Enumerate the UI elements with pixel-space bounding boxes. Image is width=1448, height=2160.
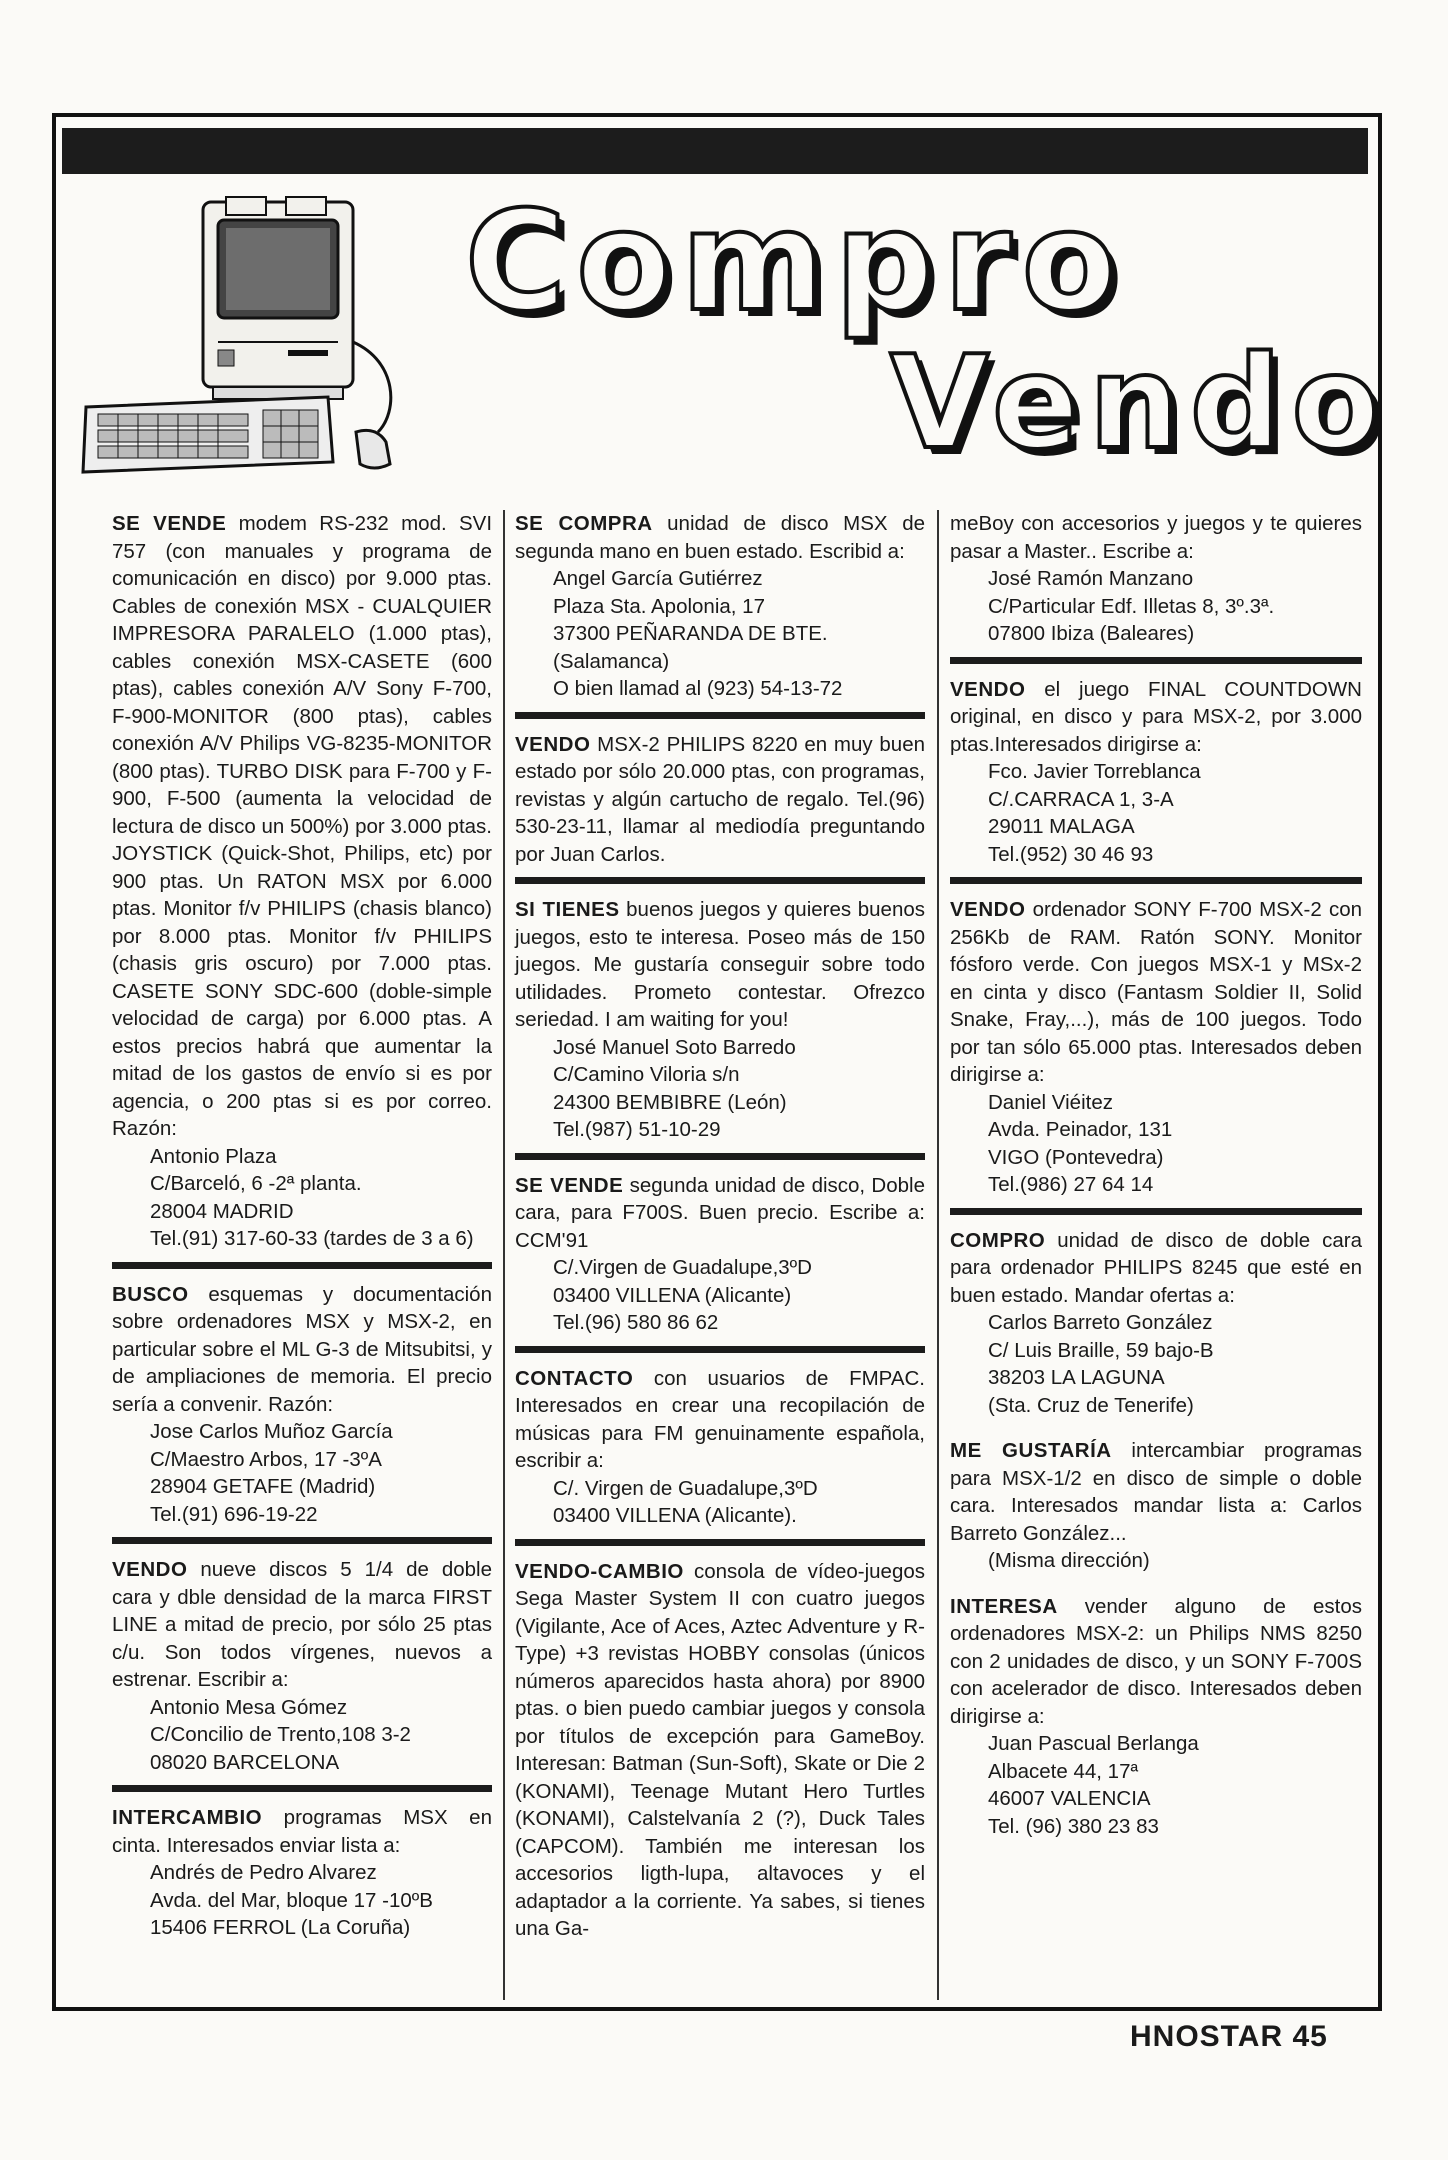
- ad-body: [950, 896, 1362, 1089]
- ad-text: modem RS-232 mod. SVI 757 (con manuales y programa de comunicación en disco) por 9.000 ptas. Cables de conexión MSX - CUALQUIER IMPRESORA PARALELO (1.000 ptas), cables conexión MSX-CASETE (600 ptas), cables conexión A/V Sony F-700, F-900-MONITOR (800 ptas), cables conexión A/V Philips VG-8235-MONITOR (800 ptas). TURBO DISK para F-700 y F-900, F-500 (aumenta la velocidad de lectura de disco un 500%) por 3.000 ptas. JOYSTICK (Quick-Shot, Philips, etc) por 900 ptas. Un RATON MSX por 6.000 ptas. Monitor f/v PHILIPS (chasis blanco) por 8.000 ptas. Monitor f/v PHILIPS (chasis gris oscuro) por 7.000 ptas. CASETE SONY SDC-600 (doble-simple velocidad de carga) por 6.000 ptas. A estos precios habrá que aumentar la mitad de los gastos de envío si es por agencia, o 200 ptas si es por correo. Razón:: [112, 512, 493, 1140]
- ad-separator: [950, 877, 1362, 884]
- ad-address-line: C/. Virgen de Guadalupe,3ºD: [553, 1476, 818, 1500]
- classified-ad: [112, 1556, 492, 1776]
- ad-keyword: VENDO: [515, 732, 591, 756]
- ad-body: [515, 1172, 925, 1255]
- ad-address-line: C/Maestro Arbos, 17 -3ºA: [150, 1447, 382, 1471]
- ad-body: [515, 896, 925, 1034]
- ad-address-line: Antonio Plaza: [150, 1144, 277, 1168]
- ad-address-line: Albacete 44, 17ª: [988, 1759, 1139, 1783]
- classified-ad: [515, 510, 925, 703]
- classified-ad: [515, 731, 925, 869]
- ad-address-line: C/.Virgen de Guadalupe,3ºD: [553, 1256, 812, 1279]
- computer-illustration: [78, 192, 438, 482]
- ad-address-line: 07800 Ibiza (Baleares): [988, 622, 1195, 645]
- ad-address-line: Avda. Peinador, 131: [988, 1118, 1173, 1141]
- title-compro: Compro: [465, 181, 1127, 342]
- ad-keyword: VENDO-CAMBIO: [515, 1559, 684, 1583]
- ad-address-line: Fco. Javier Torreblanca: [988, 760, 1201, 783]
- ad-address-line: José Ramón Manzano: [988, 567, 1194, 590]
- ad-keyword: SE COMPRA: [515, 512, 653, 535]
- ad-body: [112, 1556, 492, 1694]
- ad-body: [950, 510, 1362, 565]
- ad-address-line: 08020 BARCELONA: [150, 1750, 340, 1774]
- ad-address-line: 29011 MALAGA: [988, 815, 1135, 838]
- ad-keyword: SE VENDE: [112, 512, 227, 535]
- ad-spacer: [950, 1419, 1362, 1437]
- ad-keyword: SI TIENES: [515, 898, 620, 921]
- ad-body: [950, 1593, 1362, 1731]
- ad-address-line: C/ Luis Braille, 59 bajo-B: [988, 1338, 1214, 1362]
- ad-body: [950, 676, 1362, 759]
- ad-address-line: 15406 FERROL (La Coruña): [150, 1916, 411, 1939]
- ad-text: buenos juegos y quieres buenos juegos, esto te interesa. Poseo más de 150 juegos. Me gustaría conseguir sobre todo utilidades. Prometo contestar. Ofrezco seriedad. I am waiting for you!: [515, 898, 925, 1031]
- ad-address-line: C/Particular Edf. Illetas 8, 3º.3ª.: [988, 594, 1275, 618]
- ad-text: segunda unidad de disco, Doble cara, para F700S. Buen precio. Escribe a: CCM'91: [515, 1173, 925, 1252]
- ad-keyword: INTERCAMBIO: [112, 1806, 263, 1829]
- ad-keyword: SE VENDE: [515, 1173, 624, 1197]
- ad-separator: [112, 1262, 492, 1269]
- ad-address-line: 37300 PEÑARANDA DE BTE. (Salamanca): [553, 622, 828, 673]
- ad-address-line: (Misma dirección): [988, 1549, 1150, 1572]
- ad-address-line: Jose Carlos Muñoz García: [150, 1420, 393, 1443]
- ad-separator: [112, 1537, 492, 1544]
- ad-spacer: [950, 1575, 1362, 1593]
- ad-address-line: Tel.(96) 580 86 62: [553, 1311, 719, 1334]
- ad-body: [950, 1437, 1362, 1547]
- ad-separator: [515, 1539, 925, 1546]
- ad-text: unidad de disco de doble cara para ordenador PHILIPS 8245 que esté en buen estado. Mandar ofertas a:: [950, 1228, 1362, 1307]
- ad-text: intercambiar programas para MSX-1/2 en disco de simple o doble cara. Interesados mandar lista a: Carlos Barreto González...: [950, 1439, 1362, 1545]
- classified-ad: [515, 896, 925, 1144]
- ad-address-line: Avda. del Mar, bloque 17 -10ºB: [150, 1888, 433, 1912]
- ad-address-line: C/.CARRACA 1, 3-A: [988, 787, 1174, 811]
- title-vendo: Vendo: [890, 329, 1390, 478]
- ad-address-line: Antonio Mesa Gómez: [150, 1695, 348, 1719]
- classified-ad: [950, 676, 1362, 869]
- ad-separator: [515, 877, 925, 884]
- ad-separator: [950, 1208, 1362, 1215]
- ad-address-line: (Sta. Cruz de Tenerife): [988, 1393, 1194, 1417]
- ad-text: MSX-2 PHILIPS 8220 en muy buen estado por sólo 20.000 ptas, con programas, revistas y algún cartucho de regalo. Tel.(96) 530-23-11, llamar al mediodía preguntando por Juan Carlos.: [515, 732, 925, 866]
- column-divider: [503, 510, 505, 2000]
- ad-text: programas MSX en cinta. Interesados enviar lista a:: [112, 1806, 492, 1857]
- ad-address-line: 03400 VILLENA (Alicante): [553, 1283, 792, 1307]
- classified-ad: [515, 1558, 925, 1943]
- classified-ad: [112, 510, 492, 1253]
- ad-body: [515, 1365, 925, 1475]
- classified-ad: [950, 510, 1362, 648]
- ad-keyword: COMPRO: [950, 1228, 1046, 1252]
- ad-separator: [515, 1346, 925, 1353]
- ad-address-line: 03400 VILLENA (Alicante).: [553, 1504, 797, 1527]
- classified-ad: [950, 1227, 1362, 1420]
- ad-separator: [515, 712, 925, 719]
- ad-address-line: 46007 VALENCIA: [988, 1787, 1151, 1810]
- ad-text: unidad de disco MSX de segunda mano en buen estado. Escribid a:: [515, 512, 925, 563]
- ad-address-line: VIGO (Pontevedra): [988, 1145, 1164, 1169]
- ad-separator: [515, 1153, 925, 1160]
- ad-address-line: Daniel Viéitez: [988, 1090, 1113, 1114]
- classified-ad: [112, 1804, 492, 1942]
- classified-ad: [950, 1437, 1362, 1575]
- classified-ad: [515, 1365, 925, 1530]
- ad-keyword: VENDO: [112, 1558, 188, 1581]
- ad-keyword: CONTACTO: [515, 1366, 634, 1390]
- ad-separator: [950, 657, 1362, 664]
- ad-address-line: C/Camino Viloria s/n: [553, 1063, 740, 1086]
- ad-address-line: 24300 BEMBIBRE (León): [553, 1090, 787, 1114]
- column-divider: [937, 510, 939, 2000]
- ad-address-line: Tel.(987) 51-10-29: [553, 1118, 721, 1141]
- column-2: [515, 510, 925, 1943]
- ad-keyword: ME GUSTARÍA: [950, 1439, 1112, 1462]
- ad-text: el juego FINAL COUNTDOWN original, en disco y para MSX-2, por 3.000 ptas.Interesados dirigirse a:: [950, 677, 1362, 756]
- ad-body: [112, 1804, 492, 1859]
- ad-text: consola de vídeo-juegos Sega Master System II con cuatro juegos (Vigilante, Ace of Aces, Aztec Adventure y R-Type) +3 revistas HOBBY consolas (únicos números aparecidos hasta ahora) por 8900 ptas. o bien puedo cambiar juegos y consola por títulos de excepción para GameBoy. Interesan: Batman (Sun-Soft), Skate or Die 2 (KONAMI), Teenage Mutant Hero Turtles (KONAMI), Calstelvanía 2 (?), Duck Tales (CAPCOM). También me interesan los accesorios ligth-lupa, altavoces y el adaptador a la corriente. Ya sabes, si tienes una Ga-: [515, 1559, 925, 1940]
- ad-body: [515, 510, 925, 565]
- ad-address-line: Tel.(91) 696-19-22: [150, 1502, 318, 1526]
- classified-ad: [950, 1593, 1362, 1841]
- ad-body: [112, 510, 492, 1143]
- header-bar: [62, 128, 1368, 174]
- ad-keyword: VENDO: [950, 677, 1026, 701]
- ad-address-line: 28004 MADRID: [150, 1199, 294, 1223]
- ad-keyword: BUSCO: [112, 1282, 189, 1306]
- ad-text: meBoy con accesorios y juegos y te quieres pasar a Master.. Escribe a:: [950, 512, 1362, 563]
- ad-text: vender alguno de estos ordenadores MSX-2: un Philips NMS 8250 con 2 unidades de disco, y un SONY F-700S con acelerador de disco. Interesados deben dirigirse a:: [950, 1594, 1362, 1728]
- ad-keyword: VENDO: [950, 898, 1026, 921]
- ad-body: [515, 731, 925, 869]
- ad-separator: [112, 1785, 492, 1792]
- ad-body: [515, 1558, 925, 1943]
- ad-address-line: Angel García Gutiérrez: [553, 567, 763, 590]
- column-1: [112, 510, 492, 1942]
- ad-address-line: Juan Pascual Berlanga: [988, 1732, 1199, 1755]
- ad-address-line: 38203 LA LAGUNA: [988, 1366, 1165, 1389]
- ad-address-line: Andrés de Pedro Alvarez: [150, 1861, 377, 1884]
- ad-text: con usuarios de FMPAC. Interesados en crear una recopilación de músicas para FM genuinamente española, escribir a:: [515, 1366, 925, 1472]
- ad-body: [112, 1281, 492, 1419]
- ad-address-line: C/Barceló, 6 -2ª planta.: [150, 1172, 362, 1195]
- ad-address-line: O bien llamad al (923) 54-13-72: [553, 677, 843, 700]
- ad-body: [950, 1227, 1362, 1310]
- ad-address-line: Tel.(952) 30 46 93: [988, 842, 1154, 866]
- ad-address-line: José Manuel Soto Barredo: [553, 1035, 796, 1059]
- ad-text: esquemas y documentación sobre ordenadores MSX y MSX-2, en particular sobre el ML G-3 de Mitsubitsi, y de ampliaciones de memoria. El precio sería a convenir. Razón:: [112, 1282, 492, 1416]
- ad-address-line: Tel.(91) 317-60-33 (tardes de 3 a 6): [150, 1227, 474, 1250]
- ad-address-line: Tel. (96) 380 23 83: [988, 1814, 1159, 1838]
- classified-ad: [515, 1172, 925, 1337]
- ad-address-line: C/Concilio de Trento,108 3-2: [150, 1723, 411, 1746]
- column-3: [950, 510, 1362, 1840]
- classified-ad: [950, 896, 1362, 1199]
- ad-keyword: INTERESA: [950, 1594, 1058, 1618]
- ad-address-line: Carlos Barreto González: [988, 1311, 1213, 1334]
- ad-text: ordenador SONY F-700 MSX-2 con 256Kb de RAM. Ratón SONY. Monitor fósforo verde. Con juegos MSX-1 y MSx-2 en cinta y disco (Fantasm Soldier II, Solid Snake, Fray,...), más de 100 juegos. Todo por tan sólo 65.000 ptas. Interesados deben dirigirse a:: [950, 898, 1362, 1086]
- ad-address-line: 28904 GETAFE (Madrid): [150, 1475, 376, 1498]
- ad-address-line: Plaza Sta. Apolonia, 17: [553, 594, 765, 618]
- ad-address-line: Tel.(986) 27 64 14: [988, 1173, 1154, 1196]
- ad-text: nueve discos 5 1/4 de doble cara y dble densidad de la marca FIRST LINE a mitad de precio, por sólo 25 ptas c/u. Son todos vírgenes, nuevos a estrenar. Escribir a:: [112, 1558, 492, 1691]
- page-footer: HNOSTAR 45: [1130, 2020, 1328, 2053]
- classified-ad: [112, 1281, 492, 1529]
